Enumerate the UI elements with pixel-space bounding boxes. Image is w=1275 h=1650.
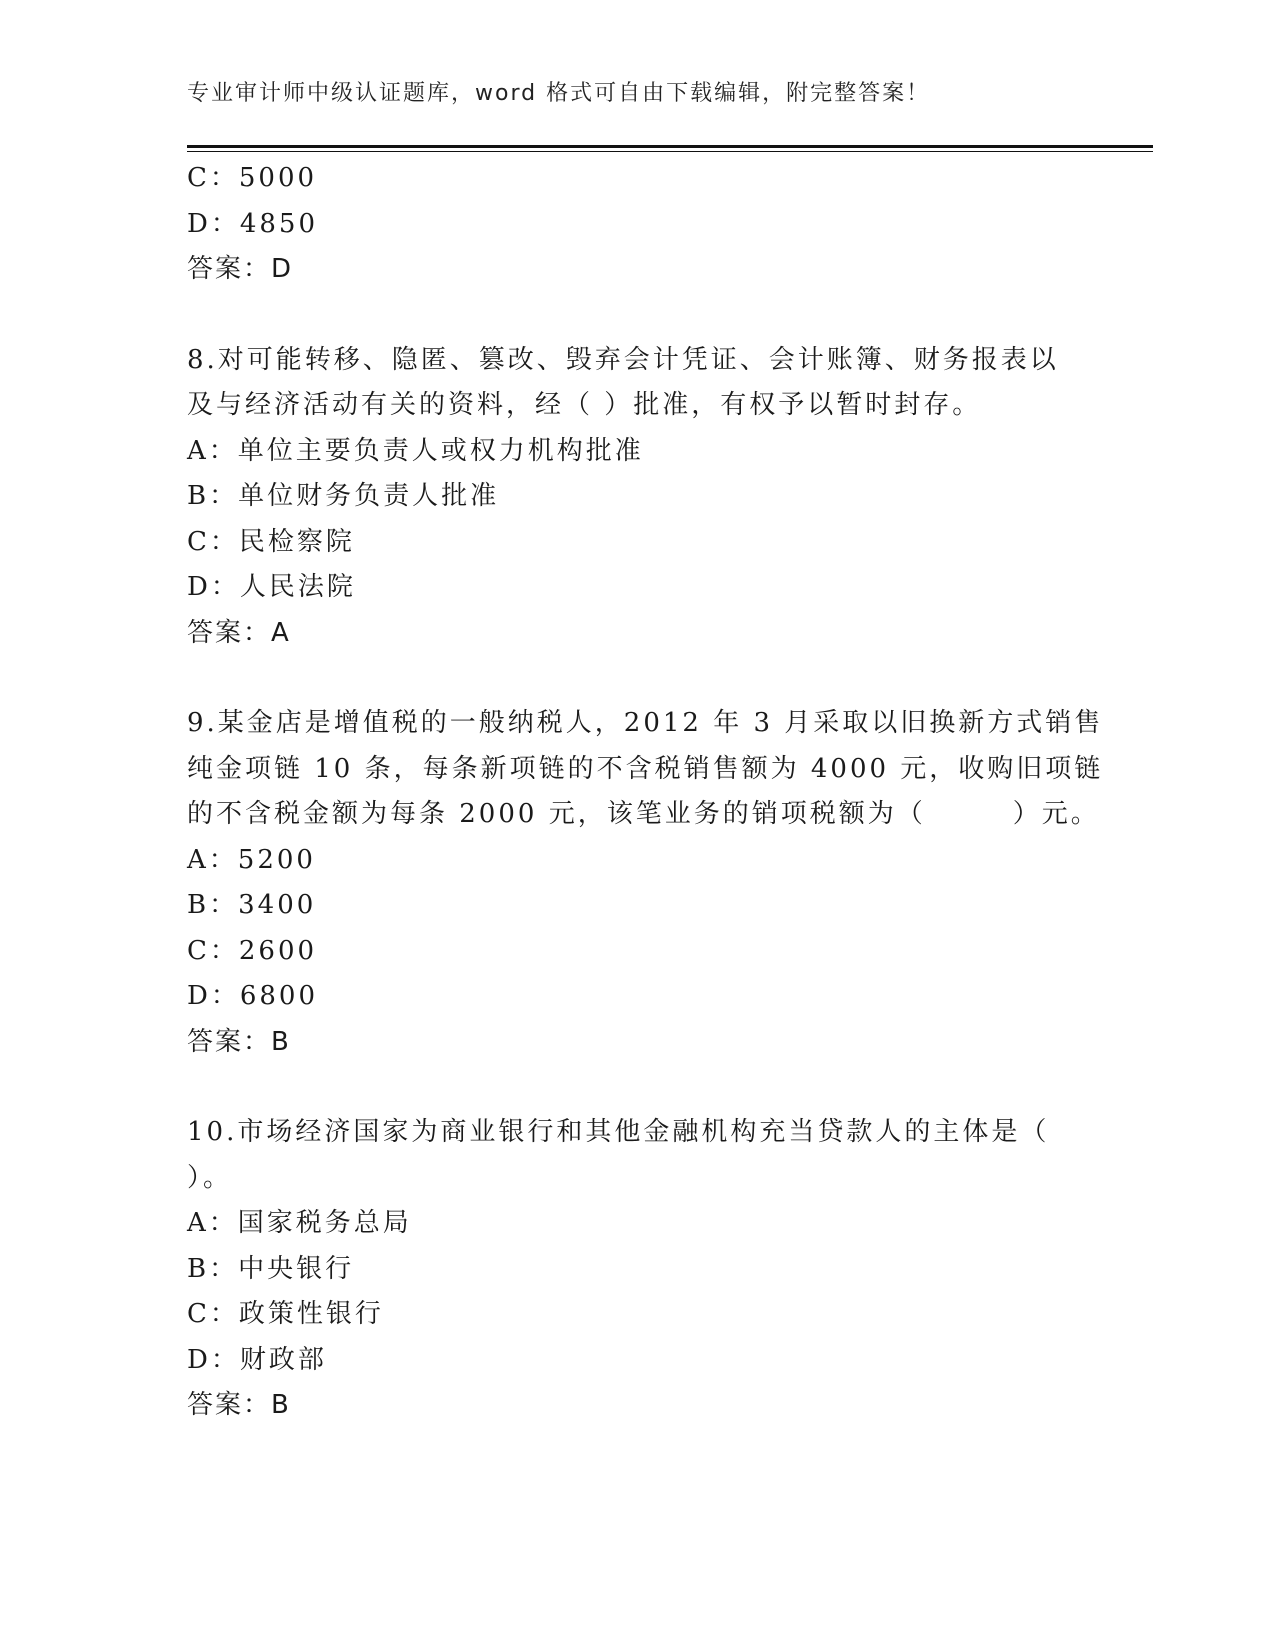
option-b: B：单位财务负责人批准 [187,481,500,511]
question-text-line: 8.对可能转移、隐匿、篡改、毁弃会计凭证、会计账簿、财务报表以 [187,344,1059,375]
spacer [187,1065,1067,1110]
answer-line: 答案：B [187,1390,291,1420]
question-text-line: 及与经济活动有关的资料，经（ ）批准，有权予以暂时封存。 [187,390,982,420]
question-list [187,156,1104,1429]
option-a: A：国家税务总局 [187,1208,412,1238]
question-text-line: 10.市场经济国家为商业银行和其他金融机构充当贷款人的主体是（ [187,1117,1050,1147]
header-rule-thin [187,151,1153,152]
option-d: D：财政部 [187,1344,327,1375]
question-text-line: 的不含税金额为每条 2000 元，该笔业务的销项税额为（ ）元。 [187,799,1100,829]
option-c: C：政策性银行 [187,1299,384,1329]
answer-line: 答案：D [187,254,294,284]
spacer [187,656,1067,701]
option-a: A：5200 [187,844,316,875]
answer-line: 答案：A [187,617,291,648]
question-block-10 [187,1110,1067,1429]
option-d: D：6800 [187,981,319,1011]
question-block-9 [187,701,1104,1065]
option-b: B：3400 [187,890,317,920]
option-d: D：4850 [187,208,319,239]
option-d: D：人民法院 [187,572,356,602]
answer-line: 答案：B [187,1026,291,1057]
question-block-8 [187,338,1067,657]
page-header: 专业审计师中级认证题库，word 格式可自由下载编辑，附完整答案！ [187,81,931,106]
option-c: C：民检察院 [187,526,355,557]
option-a: A：单位主要负责人或权力机构批准 [187,435,644,466]
spacer [187,293,1067,338]
option-c: C：2600 [187,935,318,966]
question-block-prev [187,156,1067,293]
question-text-line: ）。 [187,1162,233,1193]
option-b: B：中央银行 [187,1253,355,1284]
question-text-line: 纯金项链 10 条，每条新项链的不含税销售额为 4000 元，收购旧项链 [187,753,1104,784]
question-text-line: 9.某金店是增值税的一般纳税人，2012 年 3 月采取以旧换新方式销售 [187,708,1104,738]
header-rule-thick [187,145,1153,148]
option-c: C：5000 [187,163,318,193]
